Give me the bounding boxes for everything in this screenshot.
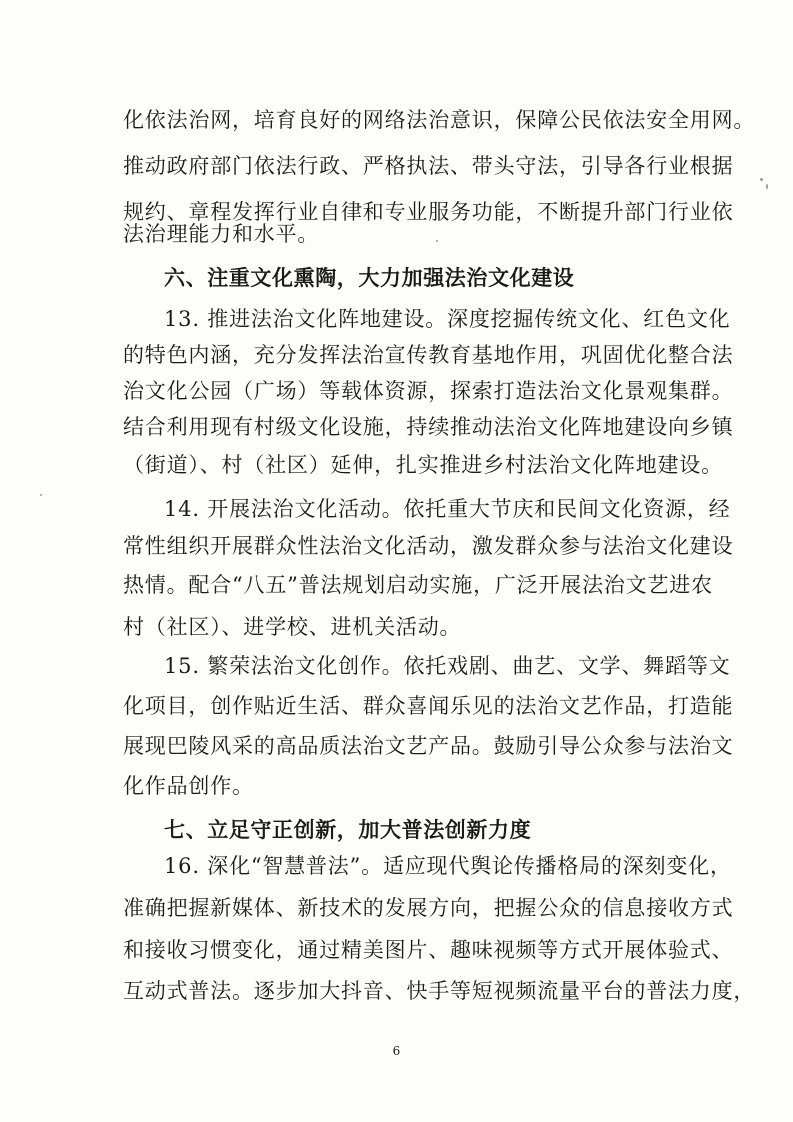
scan-speck: [436, 240, 438, 242]
paragraph-16-line: 和接收习惯变化，通过精美图片、趣味视频等方式开展体验式、: [123, 938, 734, 962]
paragraph-14-line: 常性组织开展群众性法治文化活动，激发群众参与法治文化建设: [123, 534, 734, 558]
paragraph-15-line: 化项目，创作贴近生活、群众喜闻乐见的法治文艺作品，打造能: [123, 694, 734, 718]
paragraph-14-line: 村（社区）、进学校、进机关活动。: [123, 615, 462, 639]
paragraph-14-line: 14. 开展法治文化活动。依托重大节庆和民间文化资源，经: [164, 497, 731, 521]
paragraph-13-line: （街道）、村（社区）延伸，扎实推进乡村法治文化阵地建设。: [123, 453, 723, 477]
paragraph-13-line: 结合利用现有村级文化设施，持续推动法治文化阵地建设向乡镇: [123, 415, 734, 439]
paragraph-16-line: 16. 深化“智慧普法”。适应现代舆论传播格局的深刻变化，: [164, 854, 732, 878]
body-line: 推动政府部门依法行政、严格执法、带头守法，引导各行业根据: [123, 154, 734, 178]
body-line: 规约、章程发挥行业自律和专业服务功能，不断提升部门行业依: [123, 200, 734, 224]
paragraph-13-line: 治文化公园（广场）等载体资源，探索打造法治文化景观集群。: [123, 379, 734, 403]
page-number: 6: [392, 1044, 401, 1058]
body-line: 法治理能力和水平。: [123, 222, 320, 246]
scan-speck: [40, 494, 42, 496]
paragraph-13-line: 的特色内涵，充分发挥法治宣传教育基地作用，巩固优化整合法: [123, 343, 734, 367]
scan-speck: [760, 178, 763, 181]
paragraph-14-line: 热情。配合“八五”普法规划启动实施，广泛开展法治文艺进农: [123, 573, 713, 597]
section-heading-6: 六、注重文化熏陶，大力加强法治文化建设: [164, 266, 575, 290]
scan-speck: [766, 184, 768, 189]
paragraph-16-line: 准确把握新媒体、新技术的发展方向，把握公众的信息接收方式: [123, 896, 734, 920]
body-line: 化依法治网，培育良好的网络法治意识，保障公民依法安全用网。: [123, 108, 756, 132]
paragraph-13-line: 13. 推进法治文化阵地建设。深度挖掘传统文化、红色文化: [164, 307, 731, 331]
section-heading-7: 七、立足守正创新，加大普法创新力度: [164, 818, 532, 842]
paragraph-15-line: 15. 繁荣法治文化创作。依托戏剧、曲艺、文学、舞蹈等文: [164, 654, 731, 678]
paragraph-15-line: 化作品创作。: [123, 774, 254, 798]
paragraph-15-line: 展现巴陵风采的高品质法治文艺产品。鼓励引导公众参与法治文: [123, 734, 734, 758]
paragraph-16-line: 互动式普法。逐步加大抖音、快手等短视频流量平台的普法力度，: [123, 979, 756, 1003]
